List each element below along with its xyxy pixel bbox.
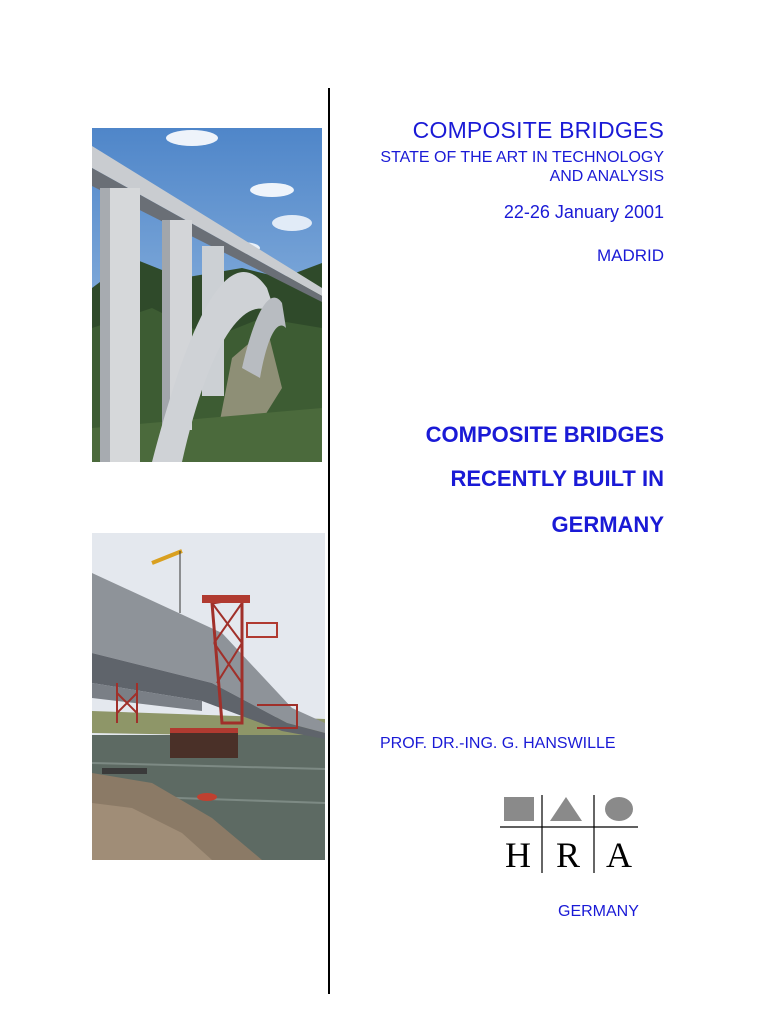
logo-letter-h: H <box>505 835 531 875</box>
paper-title-line2: RECENTLY BUILT IN <box>450 466 664 491</box>
conference-title: COMPOSITE BRIDGES <box>412 117 664 143</box>
logo-square-icon <box>504 797 534 821</box>
logo-letter-r: R <box>555 835 581 875</box>
photo-arch-bridge <box>92 128 322 462</box>
author-name: PROF. DR.-ING. G. HANSWILLE <box>380 735 616 752</box>
logo-triangle-icon <box>550 797 582 821</box>
conference-subtitle-line2: AND ANALYSIS <box>549 168 664 185</box>
conference-subtitle-line1: STATE OF THE ART IN TECHNOLOGY <box>380 149 664 166</box>
hra-logo <box>498 795 638 875</box>
logo-circle-icon <box>605 797 633 821</box>
photo-girder-launch <box>92 533 325 860</box>
logo-letter-a: A <box>606 835 632 875</box>
conference-city: MADRID <box>596 246 664 265</box>
paper-title-line3: GERMANY <box>551 512 664 537</box>
country-label: GERMANY <box>558 903 639 920</box>
vertical-divider <box>328 88 330 994</box>
paper-title-line1: COMPOSITE BRIDGES <box>425 422 664 447</box>
conference-date: 22-26 January 2001 <box>503 202 664 222</box>
